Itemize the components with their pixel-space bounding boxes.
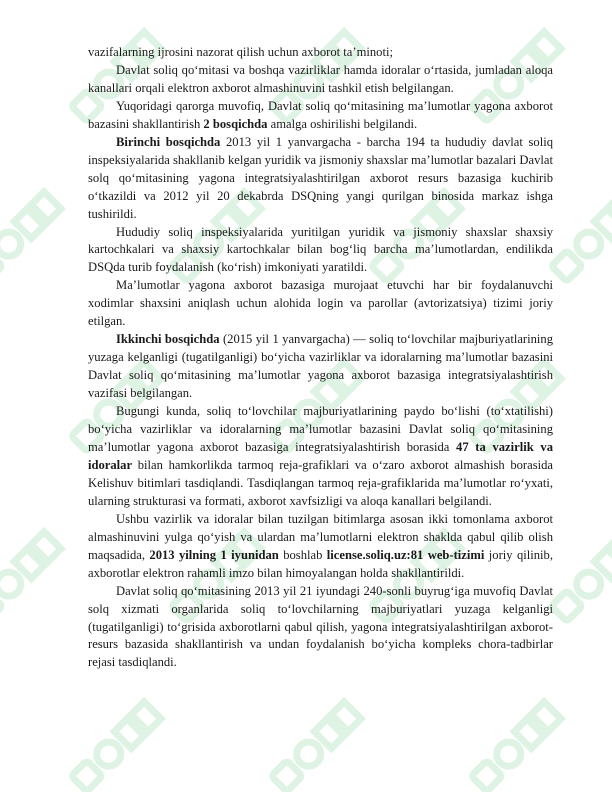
bold-text: Ikkinchi bosqichda	[116, 332, 220, 347]
text-run: Davlat soliq qo‘mitasining 2013 yil 21 iyundagi 240-sonli buyrug‘iga muvofiq Davlat solq xizmati organlarida soliq to‘lovchilarning majburiyatlari yuzaga kelganligi (tugatilganligi) to‘grisida axborotlarni qabul qilish, yagona integratsiyalashtirilgan axborot-resurs bazasida shakllantirish va undan foydalanish bo‘yicha kompleks chora-tadbirlar rejasi tasdiqlandi.	[88, 583, 553, 670]
text-run: (2015 yil 1 yanvargacha) — soliq to‘lovchilar majburiyatlarining yuzaga kelganligi (tugatilganligi) bo‘yicha vazirliklar va idoralarning ma’lumotlar bazasini Davlat soliq qo‘mitasining ma’lumotlar yagona axborot bazasiga integratsiyalashtirish vazifasi belgilangan.	[88, 332, 553, 401]
text-run: Ushbu vazirlik va idoralar bilan tuzilgan bitimlarga asosan ikki tomonlama axborot almashinuvini yulga qo‘yish va ulardan ma’lumotlarni elektron shaklda qabul qilib olish maqsadida,	[88, 511, 553, 562]
watermark-logo	[0, 192, 61, 283]
paragraph	[88, 511, 553, 583]
text-run: Hududiy soliq inspeksiyalarida yuritilgan yuridik va jismoniy shaxslar shaxsiy kartochkalari va shaxsiy kartochkalar bilan bog‘liq barcha ma’lumotlardan, endilikda DSQda turib foydalanish (ko‘rish) imkoniyati yaratildi.	[88, 224, 553, 275]
watermark-logo	[71, 702, 162, 792]
text-run: Yuqoridagi qarorga muvofiq, Davlat soliq qo‘mitasining ma’lumotlar yagona axborot bazasini shakllantirish	[88, 98, 553, 131]
paragraph	[88, 224, 553, 278]
text-run: vazifalarning ijrosini nazorat qilish uchun axborot ta’minoti;	[88, 45, 393, 59]
watermark-logo	[551, 192, 612, 283]
paragraph	[88, 62, 553, 98]
text-run: Bugungi kunda, soliq to‘lovchilar majburiyatlarining paydo bo‘lishi (to‘xtatilishi) bo‘yicha vazirliklar va idoralarning ma’lumotlar bazasini Davlat soliq qo‘mitasining ma’lumotlar yagona axborot bazasiga integratsiyalashtirish borasida	[88, 404, 553, 454]
text-run: Davlat soliq qo‘mitasi va boshqa vazirliklar hamda idoralar o‘rtasida, jumladan aloqa kanallari orqali elektron axborot almashinuvini tashkil etish belgilangan.	[88, 62, 553, 95]
bold-text: 2 bosqichda	[203, 116, 268, 131]
watermark-logo	[551, 532, 612, 623]
watermark-logo	[471, 702, 562, 792]
text-run: amalga oshirilishi belgilandi.	[267, 116, 418, 131]
document-page	[88, 44, 553, 672]
watermark-logo	[0, 532, 61, 623]
text-run: joriy qilinib, axborotlar elektron rahamli imzo bilan himoyalangan holda shakllantirildi.	[88, 547, 554, 580]
text-run: boshlab	[278, 547, 327, 562]
paragraph	[88, 403, 553, 511]
text-run: 2013 yil 1 yanvargacha - barcha 194 ta hududiy davlat soliq inspeksiyalarida shakllanib kelgan yuridik va jismoniy shaxslar ma’lumotlar bazalari Davlat solq qo‘mitasining yagona integratsiyalashtirilgan axborot resurs bazasiga kuchirib o‘tkazildi va 2012 yil 20 dekabrda DSQning yangi qurilgan binosida markaz ishga tushirildi.	[88, 134, 553, 221]
paragraph	[88, 331, 553, 403]
paragraph	[88, 583, 553, 673]
watermark-logo	[271, 702, 362, 792]
paragraph	[88, 98, 553, 134]
bold-text: 2013 yilning 1 iyunidan	[149, 547, 279, 562]
paragraph	[88, 134, 553, 224]
bold-text: license.soliq.uz:81 web-tizimi	[326, 547, 485, 562]
bold-text: Birinchi bosqichda	[116, 134, 221, 149]
paragraph	[88, 44, 553, 62]
text-run: bilan hamkorlikda tarmoq reja-grafiklari va o‘zaro axborot almashish borasida Kelishuv bitimlari tasdiqlandi. Tasdiqlangan tarmoq reja-grafiklarida ma’lumotlar ro‘yxati, ularning strukturasi va formati, axborot xavfsizligi va aloqa kanallari belgilandi.	[88, 457, 553, 508]
text-run: Ma’lumotlar yagona axborot bazasiga murojaat etuvchi har bir foydalanuvchi xodimlar shaxsini aniqlash uchun alohida login va parollar (avtorizatsiya) tizimi joriy etilgan.	[88, 278, 553, 329]
paragraph	[88, 277, 553, 331]
bold-text: 47 ta vazirlik va idoralar	[88, 439, 554, 472]
